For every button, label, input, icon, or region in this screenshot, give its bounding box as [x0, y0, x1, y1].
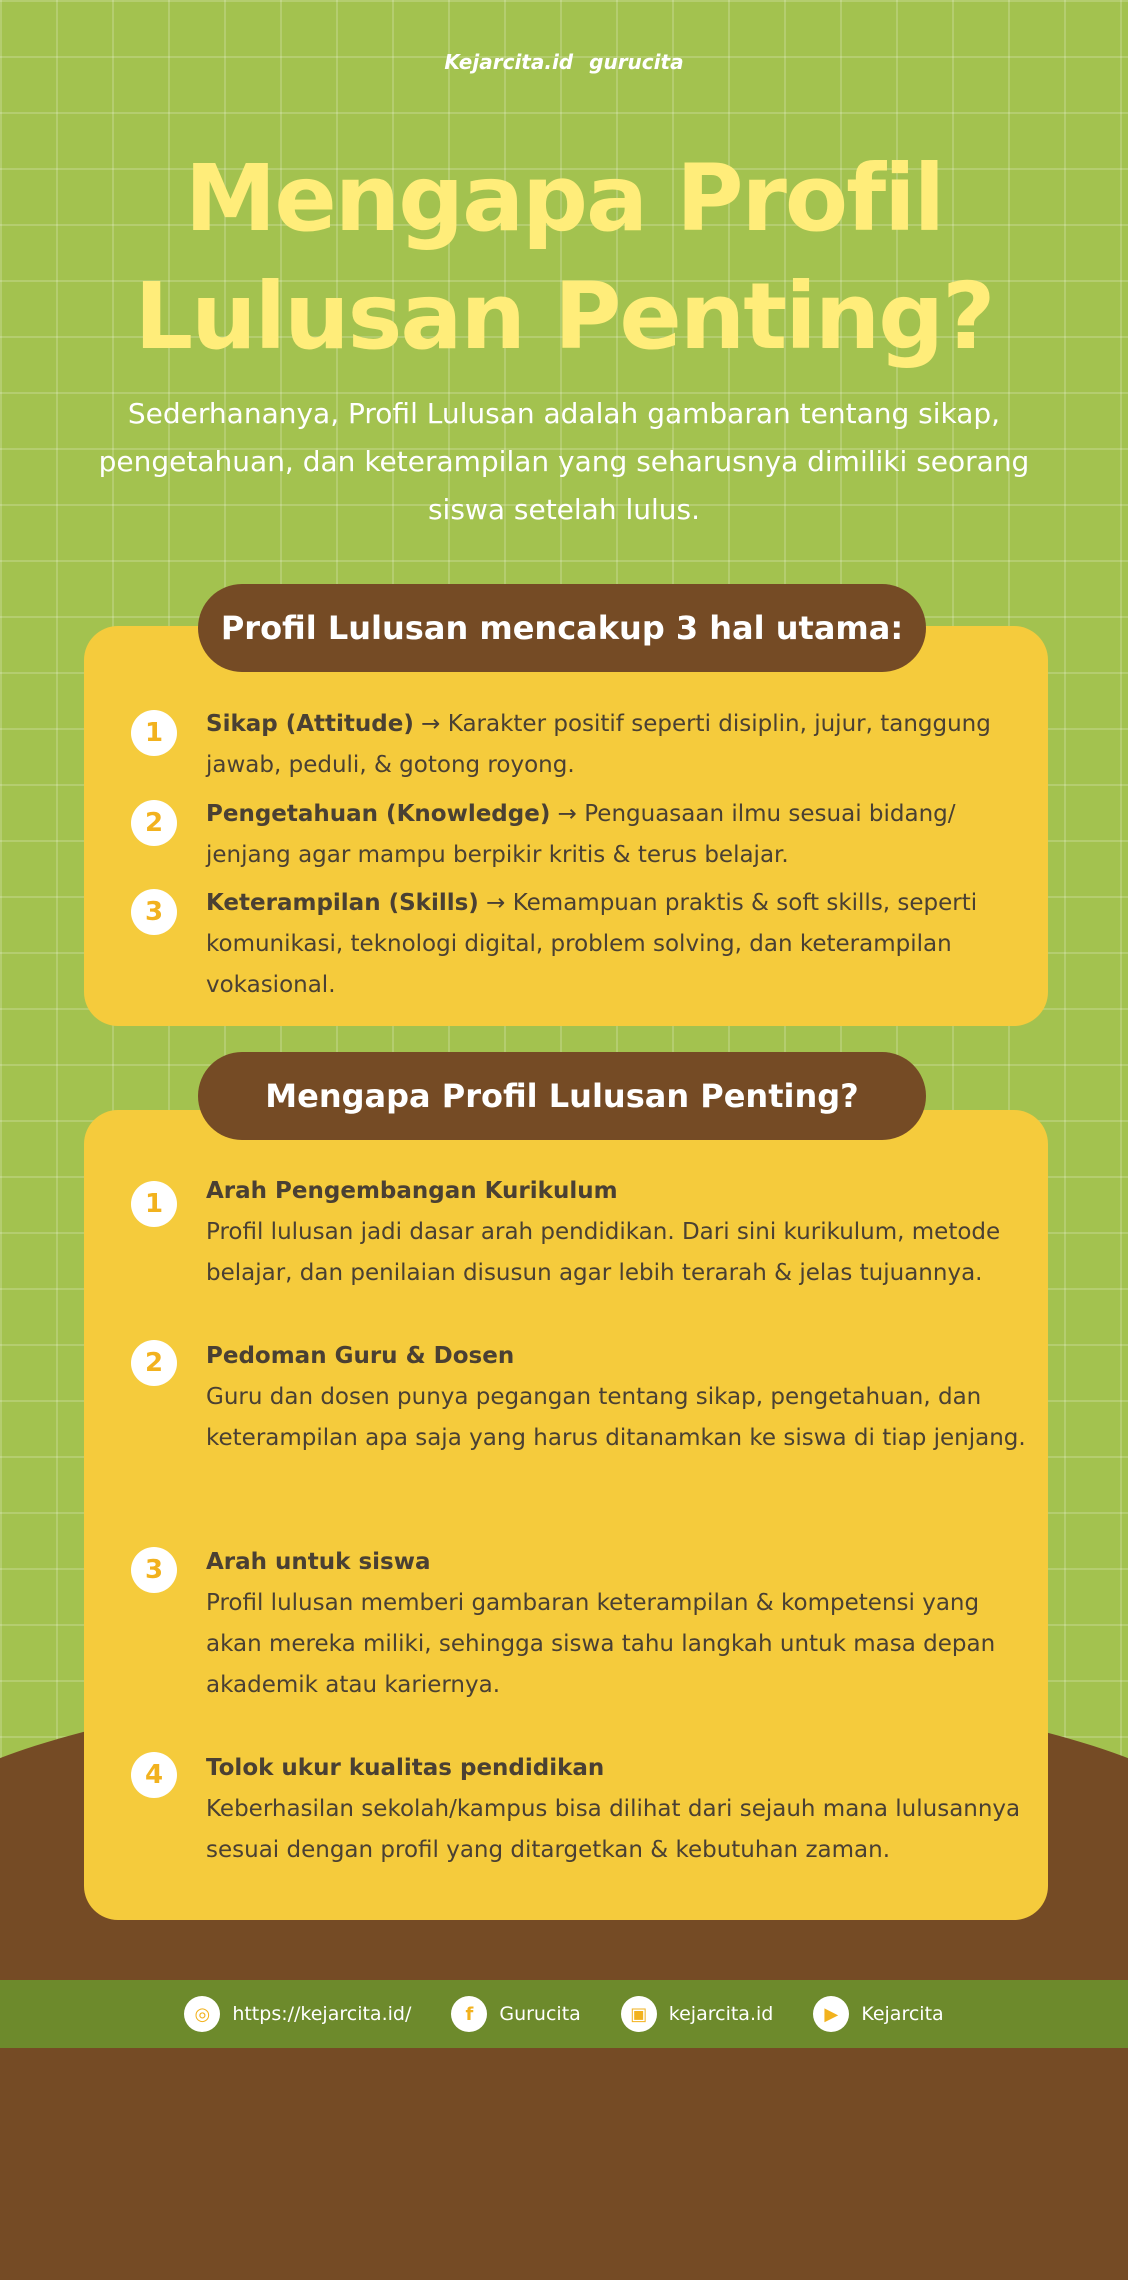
instagram-link[interactable]: kejarcita.id [668, 2003, 774, 2025]
item-desc: Guru dan dosen punya pegangan tentang sikap, pengetahuan, dan keterampilan apa saja yang harus ditanamkan ke siswa di tiap jenjang. [206, 1384, 1026, 1451]
youtube-icon: ▶ [813, 1996, 849, 2032]
number-badge-4: 4 [131, 1752, 177, 1798]
list-item-curriculum [206, 1171, 1026, 1294]
item-heading: Arah Pengembangan Kurikulum [206, 1178, 618, 1204]
item-desc: Profil lulusan jadi dasar arah pendidikan. Dari sini kurikulum, metode belajar, dan penilaian disusun agar lebih terarah & jelas tujuannya. [206, 1219, 1001, 1286]
kejarcita-logo: Kejarcita.id [444, 50, 574, 74]
list-item-teacher-guide [206, 1336, 1026, 1459]
item-term: Pengetahuan (Knowledge) [206, 801, 551, 827]
list-item-skills [206, 883, 1026, 1006]
globe-icon: ◎ [184, 1996, 220, 2032]
facebook-link[interactable]: Gurucita [499, 2003, 581, 2025]
instagram-icon: ▣ [621, 1996, 657, 2032]
gurucita-logo: gurucita [589, 50, 684, 74]
item-desc: → Penguasaan ilmu sesuai bidang/ jenjang agar mampu berpikir kritis & terus belajar. [206, 801, 956, 868]
item-desc: → Karakter positif seperti disiplin, jujur, tanggung jawab, peduli, & gotong royong. [206, 711, 991, 778]
number-badge-1: 1 [131, 1181, 177, 1227]
footer-facebook[interactable] [451, 1996, 580, 2032]
brand-logos [0, 50, 1128, 74]
page-title [0, 140, 1128, 376]
list-item-knowledge [206, 794, 1026, 876]
item-desc: → Kemampuan praktis & soft skills, seperti komunikasi, teknologi digital, problem solving, dan keterampilan vokasional. [206, 890, 978, 998]
list-item-student-direction [206, 1542, 1026, 1706]
title-line-1: Mengapa Profil [184, 145, 944, 252]
section2-heading: Mengapa Profil Lulusan Penting? [198, 1052, 926, 1140]
item-term: Keterampilan (Skills) [206, 890, 479, 916]
item-desc: Profil lulusan memberi gambaran keterampilan & kompetensi yang akan mereka miliki, sehingga siswa tahu langkah untuk masa depan akademik atau kariernya. [206, 1590, 996, 1698]
section1-heading: Profil Lulusan mencakup 3 hal utama: [198, 584, 926, 672]
youtube-link[interactable]: Kejarcita [861, 2003, 944, 2025]
number-badge-2: 2 [131, 800, 177, 846]
footer-instagram[interactable] [621, 1996, 774, 2032]
item-desc: Keberhasilan sekolah/kampus bisa dilihat dari sejauh mana lulusannya sesuai dengan profil yang ditargetkan & kebutuhan zaman. [206, 1796, 1021, 1863]
item-heading: Tolok ukur kualitas pendidikan [206, 1755, 605, 1781]
item-heading: Arah untuk siswa [206, 1549, 431, 1575]
list-item-quality-benchmark [206, 1748, 1026, 1871]
footer-youtube[interactable] [813, 1996, 943, 2032]
footer-bar [0, 1980, 1128, 2048]
list-item-attitude [206, 704, 1026, 786]
title-line-2: Lulusan Penting? [134, 263, 994, 370]
number-badge-1: 1 [131, 710, 177, 756]
intro-text: Sederhananya, Profil Lulusan adalah gambaran tentang sikap, pengetahuan, dan keterampilan yang seharusnya dimiliki seorang siswa setelah lulus. [98, 397, 1030, 526]
number-badge-2: 2 [131, 1340, 177, 1386]
number-badge-3: 3 [131, 1547, 177, 1593]
facebook-icon: f [451, 1996, 487, 2032]
number-badge-3: 3 [131, 889, 177, 935]
item-term: Sikap (Attitude) [206, 711, 414, 737]
item-heading: Pedoman Guru & Dosen [206, 1343, 515, 1369]
website-link[interactable]: https://kejarcita.id/ [232, 2003, 412, 2025]
footer-website[interactable] [184, 1996, 411, 2032]
